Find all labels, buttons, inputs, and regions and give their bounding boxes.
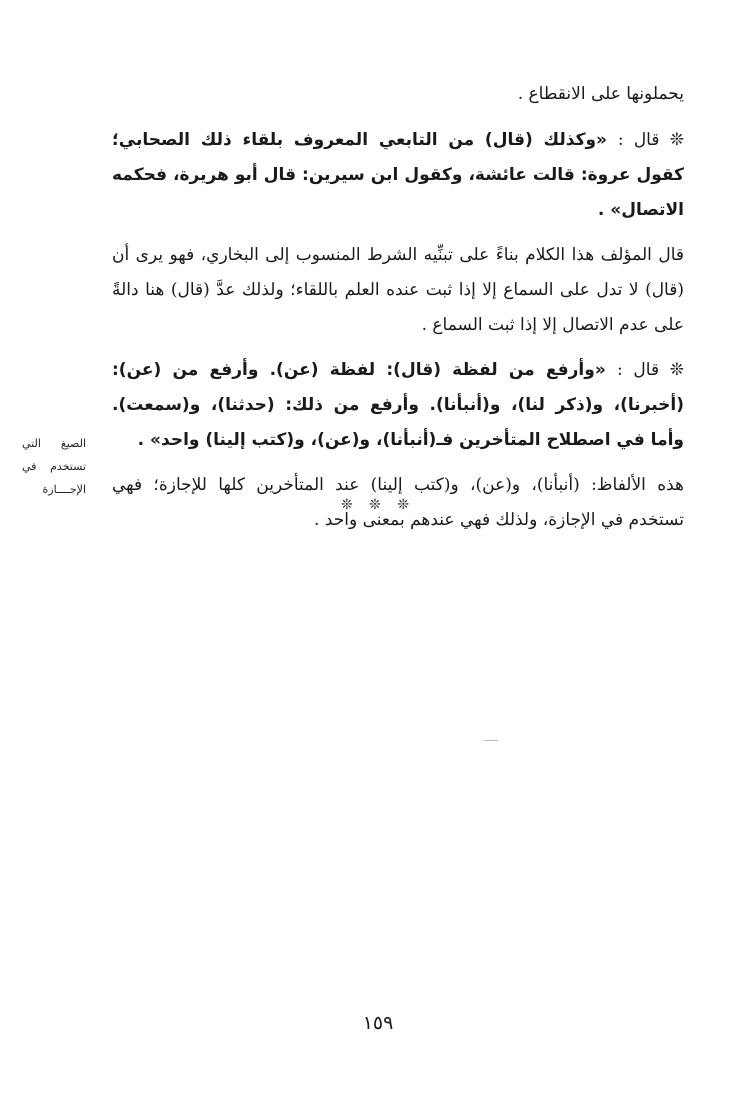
- margin-note: الصيغ التي تستخدم في الإجــــازة: [22, 437, 86, 496]
- bullet-label-2: ❊ قال :: [617, 360, 685, 380]
- section-separator: ❊ ❊ ❊: [340, 497, 416, 513]
- commentary-paragraph-2: هذه الألفاظ: (أنبأنا)، و(عن)، و(كتب إلينا) عند المتأخرين كلها للإجازة؛ فهي تستخدم في الإجازة، ولذلك فهي عندهم بمعنى واحد .: [112, 475, 684, 530]
- quote-paragraph-1: [112, 123, 684, 228]
- scan-mark: [484, 740, 498, 741]
- quote-text-2: «وأرفع من لفظة (قال): لفظة (عن). وأرفع من (عن): (أخبرنا)، و(ذكر لنا)، و(أنبأنا). وأرفع من ذلك: (حدثنا)، و(سمعت). وأما في اصطلاح المتأخرين فـ(أنبأنا)، و(عن)، و(كتب إلينا) واحد» .: [112, 360, 684, 450]
- quote-paragraph-2: [112, 353, 684, 458]
- page-number: ١٥٩: [362, 1012, 394, 1034]
- quote-text-1: «وكذلك (قال) من التابعي المعروف بلقاء ذلك الصحابي؛ كقول عروة: قالت عائشة، وكقول ابن سيرين: قال أبو هريرة، فحكمه الاتصال» .: [112, 130, 684, 220]
- commentary-paragraph-1: قال المؤلف هذا الكلام بناءً على تبنِّيه الشرط المنسوب إلى البخاري، فهو يرى أن (قال) لا تدل على السماع إلا إذا ثبت عنده العلم باللقاء؛ ولذلك عدَّ (قال) هنا دالةً على عدم الاتصال إلا إذا ثبت السماع .: [112, 245, 684, 335]
- main-text: [112, 78, 684, 548]
- continuation-line: يحملونها على الانقطاع .: [517, 84, 684, 104]
- bullet-label-1: ❊ قال :: [617, 130, 684, 150]
